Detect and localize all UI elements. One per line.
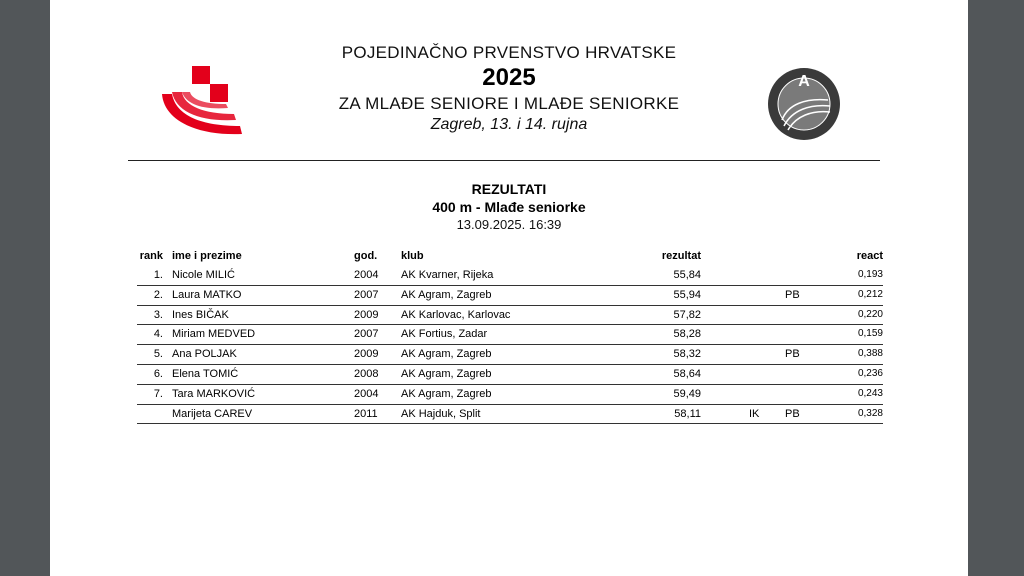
- cell-yob: 2008: [354, 367, 379, 380]
- table-row: [137, 405, 883, 425]
- cell-react: 0,193: [857, 269, 883, 280]
- cell-react: 0,212: [857, 288, 883, 300]
- col-rank-header: rank: [139, 250, 163, 262]
- header-divider: [128, 160, 880, 161]
- cell-pb: PB: [785, 407, 800, 420]
- col-react-header: react: [856, 250, 883, 262]
- document-header: [50, 42, 968, 136]
- col-yob-header: god.: [354, 250, 378, 262]
- cell-name: Elena TOMIĆ: [172, 367, 239, 380]
- table-row: [137, 325, 883, 345]
- cell-club: AK Agram, Zagreb: [401, 348, 492, 361]
- cell-club: AK Fortius, Zadar: [401, 328, 488, 341]
- cell-result: 58,28: [673, 328, 701, 341]
- cell-yob: 2009: [354, 308, 379, 321]
- table-row: [137, 345, 883, 365]
- championship-title: POJEDINAČNO PRVENSTVO HRVATSKE: [341, 43, 677, 62]
- cell-result: 55,84: [673, 269, 701, 281]
- cell-club: AK Agram, Zagreb: [401, 367, 492, 380]
- cell-rank: 3.: [153, 308, 163, 321]
- cell-rank: 4.: [153, 328, 163, 341]
- table-body: [137, 266, 883, 424]
- cell-club: AK Agram, Zagreb: [401, 288, 492, 301]
- col-result-header: rezultat: [661, 250, 701, 262]
- cell-rank: 2.: [153, 288, 163, 301]
- cell-result: 58,32: [673, 348, 701, 361]
- cell-react: 0,159: [857, 328, 883, 340]
- table-row: [137, 266, 883, 286]
- cell-name: Nicole MILIĆ: [172, 269, 235, 281]
- cell-name: Marijeta CAREV: [172, 407, 253, 420]
- table-row: [137, 385, 883, 405]
- cell-club: AK Karlovac, Karlovac: [401, 308, 511, 321]
- cell-rank: 1.: [153, 269, 163, 281]
- cell-yob: 2004: [354, 387, 379, 400]
- cell-react: 0,388: [857, 348, 883, 360]
- results-heading: [50, 180, 968, 234]
- cell-rank: 7.: [153, 387, 163, 400]
- cell-react: 0,328: [857, 407, 883, 419]
- cell-rank: 5.: [153, 348, 163, 361]
- cell-yob: 2007: [354, 328, 379, 341]
- cell-yob: 2011: [354, 407, 378, 420]
- cell-react: 0,220: [857, 308, 883, 320]
- cell-pb: PB: [785, 348, 800, 361]
- championship-category: ZA MLAĐE SENIORE I MLAĐE SENIORKE: [338, 94, 680, 113]
- club-logo-letter: A: [798, 73, 810, 90]
- event-datetime: 13.09.2025. 16:39: [456, 217, 562, 232]
- col-name-header: ime i prezime: [172, 250, 242, 262]
- table-row: [137, 306, 883, 326]
- event-name: 400 m - Mlađe seniorke: [432, 199, 586, 215]
- table-header: [137, 247, 883, 266]
- cell-yob: 2007: [354, 288, 379, 301]
- cell-name: Laura MATKO: [172, 288, 242, 301]
- championship-place-date: Zagreb, 13. i 14. rujna: [430, 116, 588, 133]
- document-page: [50, 0, 968, 576]
- cell-ik: IK: [749, 407, 760, 420]
- table-row: [137, 286, 883, 306]
- cell-rank: 6.: [153, 367, 163, 380]
- cell-result: 58,11: [674, 407, 701, 420]
- cell-name: Ana POLJAK: [172, 348, 237, 361]
- cell-name: Tara MARKOVIĆ: [172, 387, 256, 400]
- cell-name: Miriam MEDVED: [172, 328, 256, 341]
- cell-result: 58,64: [673, 367, 701, 380]
- cell-result: 57,82: [673, 308, 701, 321]
- cell-club: AK Kvarner, Rijeka: [401, 269, 494, 281]
- cell-club: AK Agram, Zagreb: [401, 387, 492, 400]
- cell-yob: 2004: [354, 269, 379, 281]
- cell-result: 55,94: [673, 288, 701, 301]
- cell-club: AK Hajduk, Split: [401, 407, 481, 420]
- cell-react: 0,236: [857, 367, 883, 379]
- championship-year: 2025: [482, 64, 536, 91]
- table-row: [137, 365, 883, 385]
- cell-react: 0,243: [857, 387, 883, 399]
- cell-name: Ines BIČAK: [172, 308, 229, 321]
- results-title: REZULTATI: [471, 181, 547, 197]
- results-table: [137, 247, 883, 424]
- cell-result: 59,49: [673, 387, 701, 400]
- col-club-header: klub: [401, 250, 424, 262]
- cell-pb: PB: [785, 288, 800, 301]
- cell-yob: 2009: [354, 348, 379, 361]
